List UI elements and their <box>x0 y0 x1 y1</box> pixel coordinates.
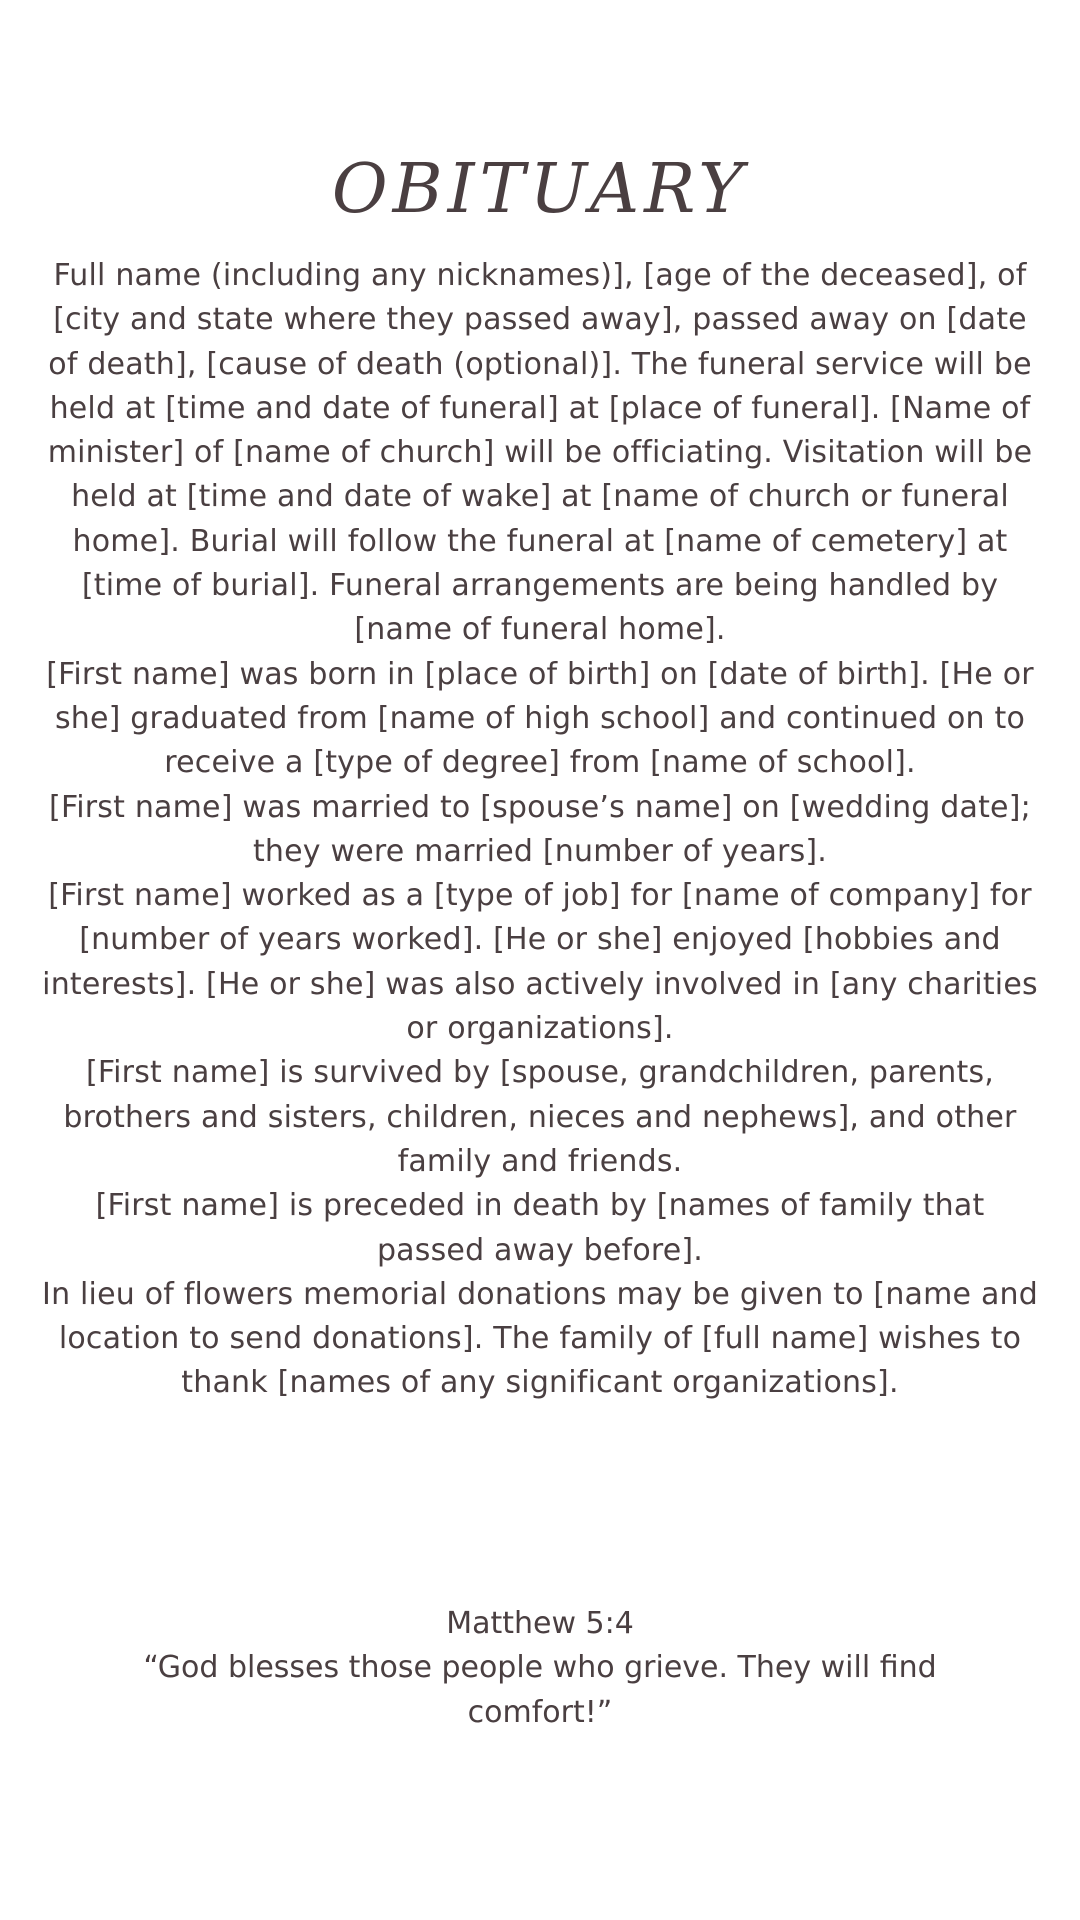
obituary-body <box>40 254 1040 1406</box>
bible-verse <box>90 1602 990 1735</box>
paragraph-career: [First name] worked as a [type of job] for [name of company] for [number of years worked]. [He or she] enjoyed [hobbies and interests]. [He or she] was also actively involved in [any charities or organizations]. <box>42 878 1038 1047</box>
verse-reference: Matthew 5:4 <box>446 1606 634 1641</box>
obituary-title: OBITUARY <box>331 150 749 229</box>
paragraph-donations: In lieu of flowers memorial donations may be given to [name and location to send donations]. The family of [full name] wishes to thank [names of any significant organizations]. <box>42 1276 1038 1401</box>
paragraph-marriage: [First name] was married to [spouse’s name] on [wedding date]; they were married [number of years]. <box>49 789 1031 869</box>
paragraph-birth-education: [First name] was born in [place of birth] on [date of birth]. [He or she] graduated from [name of high school] and continued on to receive a [type of degree] from [name of school]. <box>46 656 1034 781</box>
paragraph-survived-by: [First name] is survived by [spouse, grandchildren, parents, brothers and sisters, children, nieces and nephews], and other family and friends. <box>63 1055 1017 1179</box>
paragraph-intro: Full name (including any nicknames)], [age of the deceased], of [city and state where they passed away], passed away on [date of death], [cause of death (optional)]. The funeral service will be held at [time and date of funeral] at [place of funeral]. [Name of minister] of [name of church] will be officiating. Visitation will be held at [time and date of wake] at [name of church or funeral home]. Burial will follow the funeral at [name of cemetery] at [time of burial]. Funeral arrangements are being handled by [name of funeral home]. <box>47 258 1033 648</box>
paragraph-preceded-by: [First name] is preceded in death by [names of family that passed away before]. <box>95 1188 985 1268</box>
verse-text: “God blesses those people who grieve. They will find comfort!” <box>143 1650 937 1730</box>
